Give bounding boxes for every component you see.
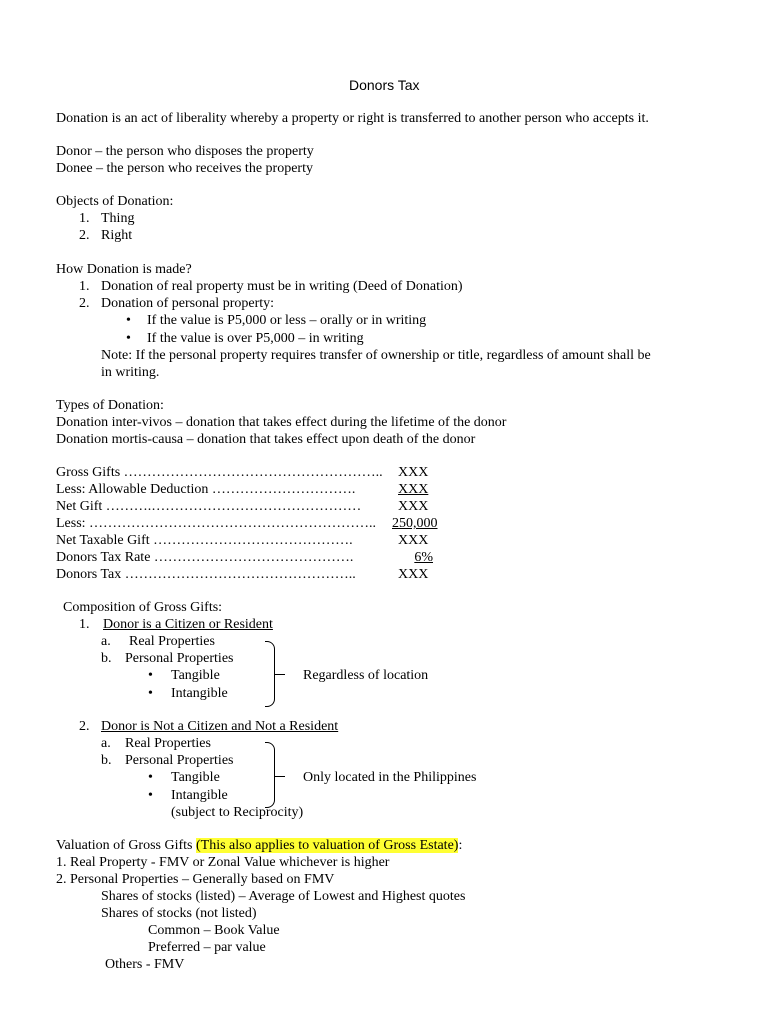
brace-tip-icon — [275, 776, 285, 777]
computation-label: Less: …………………………………………………….. — [56, 516, 377, 531]
bullet-icon: • — [148, 788, 153, 803]
bullet-item: Intangible — [171, 788, 228, 803]
list-number: 2. — [79, 296, 90, 311]
valuation-heading — [56, 838, 462, 854]
definition-text: Donation is an act of liberality whereby a property or right is transferred to another person who accepts it. — [56, 111, 649, 126]
computation-label: Gross Gifts ……………………………………………….. — [56, 465, 383, 480]
list-item: Donation of real property must be in writing (Deed of Donation) — [101, 279, 463, 294]
bullet-icon: • — [148, 770, 153, 785]
brace-label: Only located in the Philippines — [303, 770, 477, 785]
valuation-subitem: Shares of stocks (not listed) — [101, 906, 257, 921]
types-heading: Types of Donation: — [56, 398, 164, 413]
valuation-subitem: Preferred – par value — [148, 940, 266, 955]
donor-definition: Donor – the person who disposes the property — [56, 144, 314, 159]
list-number: 1. — [79, 279, 90, 294]
bullet-icon: • — [148, 668, 153, 683]
mortis-causa-definition: Donation mortis-causa – donation that takes effect upon death of the donor — [56, 432, 476, 447]
sub-letter: b. — [101, 753, 112, 768]
list-number: 2. — [79, 719, 90, 734]
list-item: Donation of personal property: — [101, 296, 275, 311]
sub-item: Personal Properties — [125, 753, 234, 768]
section-title: Donor is a Citizen or Resident — [103, 617, 273, 632]
computation-label: Less: Allowable Deduction …………………………. — [56, 482, 356, 497]
list-item: Thing — [101, 211, 135, 226]
sub-letter: a. — [101, 634, 111, 649]
bullet-item: If the value is over P5,000 – in writing — [147, 331, 364, 346]
brace-label: Regardless of location — [303, 668, 429, 683]
brace-icon — [265, 742, 275, 808]
list-number: 2. — [79, 228, 90, 243]
computation-label: Donors Tax Rate ……………………………………. — [56, 550, 354, 565]
composition-heading: Composition of Gross Gifts: — [63, 600, 223, 615]
bullet-icon: • — [148, 686, 153, 701]
computation-value: XXX — [398, 567, 429, 582]
valuation-item: 2. Personal Properties – Generally based on FMV — [56, 872, 335, 887]
sub-item: Real Properties — [125, 736, 211, 751]
computation-value: XXX — [398, 533, 429, 548]
valuation-heading-colon: : — [458, 838, 463, 853]
valuation-subitem: Common – Book Value — [148, 923, 280, 938]
valuation-item: 1. Real Property - FMV or Zonal Value whichever is higher — [56, 855, 390, 870]
computation-value: XXX — [398, 482, 429, 497]
computation-value: XXX — [398, 499, 429, 514]
computation-value: XXX — [398, 465, 429, 480]
bullet-item: Tangible — [171, 668, 220, 683]
bullet-item: If the value is P5,000 or less – orally or in writing — [147, 313, 427, 328]
bullet-icon: • — [126, 313, 131, 328]
computation-value: 250,000 — [392, 516, 438, 531]
sub-item: Personal Properties — [125, 651, 234, 666]
sub-letter: b. — [101, 651, 112, 666]
list-number: 1. — [79, 617, 90, 632]
valuation-highlight: (This also applies to valuation of Gross Estate) — [196, 838, 459, 853]
note-text: Note: If the personal property requires transfer of ownership or title, regardless of amount shall be — [101, 348, 651, 363]
computation-label: Donors Tax ………………………………………….. — [56, 567, 356, 582]
list-number: 1. — [79, 211, 90, 226]
brace-tip-icon — [275, 674, 285, 675]
valuation-heading-text: Valuation of Gross Gifts — [56, 838, 196, 853]
computation-label: Net Gift ……….……………………………………… — [56, 499, 362, 514]
how-made-heading: How Donation is made? — [56, 262, 192, 277]
inter-vivos-definition: Donation inter-vivos – donation that takes effect during the lifetime of the donor — [56, 415, 507, 430]
objects-heading: Objects of Donation: — [56, 194, 174, 209]
list-item: Right — [101, 228, 133, 243]
brace-icon — [265, 641, 275, 707]
section-title: Donor is Not a Citizen and Not a Resident — [101, 719, 339, 734]
valuation-subitem: Shares of stocks (listed) – Average of Lowest and Highest quotes — [101, 889, 466, 904]
sub-letter: a. — [101, 736, 111, 751]
valuation-subitem: Others - FMV — [105, 957, 185, 972]
computation-value: 6% — [414, 550, 433, 565]
donee-definition: Donee – the person who receives the property — [56, 161, 313, 176]
bullet-icon: • — [126, 331, 131, 346]
note-text-continued: in writing. — [101, 365, 160, 380]
reciprocity-note: (subject to Reciprocity) — [171, 805, 304, 820]
computation-label: Net Taxable Gift ……………………………………. — [56, 533, 353, 548]
bullet-item: Intangible — [171, 686, 228, 701]
sub-item: Real Properties — [129, 634, 215, 649]
bullet-item: Tangible — [171, 770, 220, 785]
page-title: Donors Tax — [349, 77, 420, 93]
